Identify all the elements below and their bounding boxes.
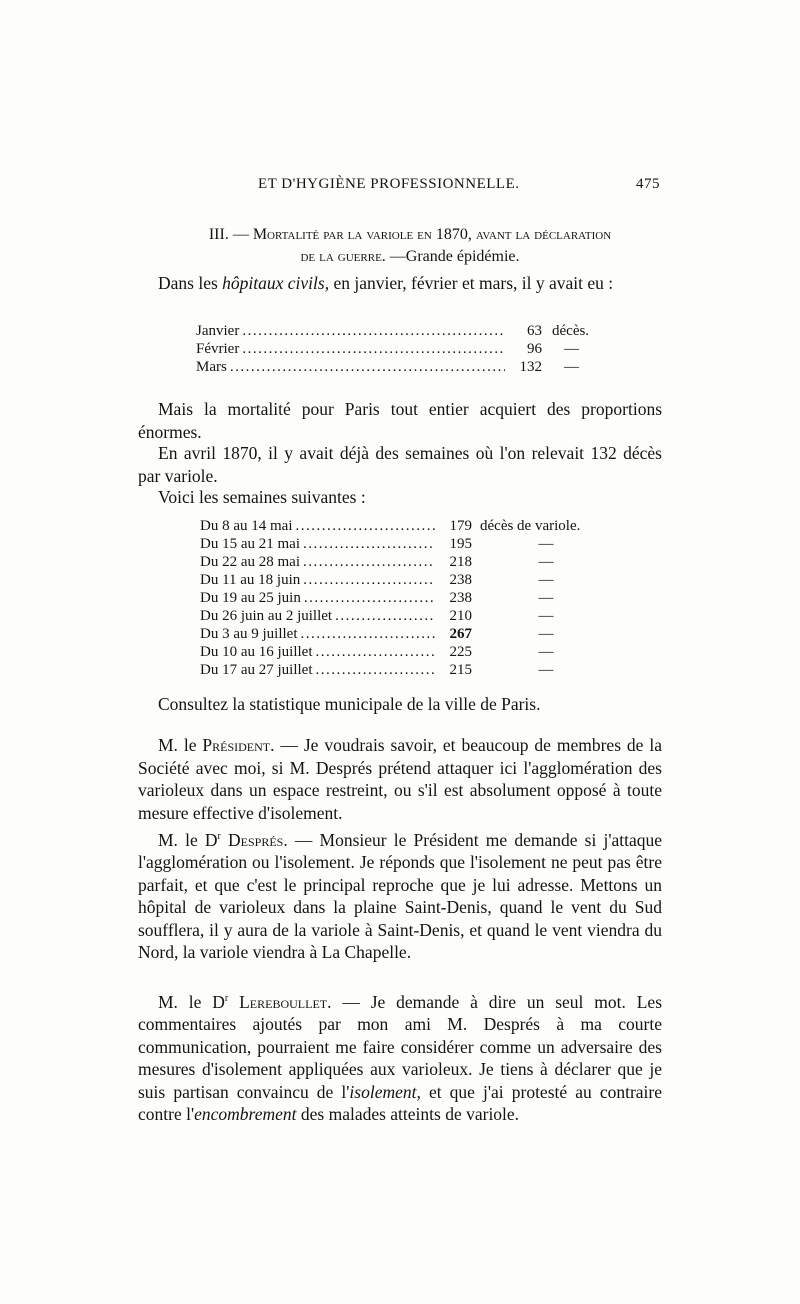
list-item: Du 26 juin au 2 juillet ..... 210 — xyxy=(200,607,612,625)
leader-dots xyxy=(303,571,435,589)
leader-dots xyxy=(316,643,436,661)
list-item: Du 8 au 14 mai ..... 179 décès de variole. xyxy=(200,517,612,535)
intro-paragraph: Dans les hôpitaux civils, en janvier, février et mars, il y avait eu : xyxy=(158,273,614,293)
leader-dots xyxy=(303,553,435,571)
page-number: 475 xyxy=(636,176,660,192)
list-item: Du 10 au 16 juillet ..... 225 — xyxy=(200,643,612,661)
paragraph-president: M. le Président. — Je voudrais savoir, et beaucoup de membres de la Société avec moi, si M. Després prétend attaquer ici l'agglomération des varioleux dans un espace restreint, ou s'il est absolument opposé à toute mesure effective d'isolement. xyxy=(138,735,662,823)
list-item: Du 15 au 21 mai ..... 195 — xyxy=(200,535,612,553)
list-item: Du 17 au 27 juillet ..... 215 — xyxy=(200,661,612,679)
leader-dots xyxy=(230,358,505,376)
list-item: Janvier ..... 63 décès. xyxy=(196,322,616,340)
list-item: Février ..... 96 — xyxy=(196,340,616,358)
running-title: ET D'HYGIÈNE PROFESSIONNELLE. xyxy=(258,176,520,192)
section-heading-line-2: de la guerre. —Grande épidémie. xyxy=(300,248,520,265)
paragraph-mortality: Mais la mortalité pour Paris tout entier acquiert des proportions énormes. xyxy=(138,399,662,442)
leader-dots xyxy=(304,589,435,607)
list-item: Du 3 au 9 juillet ..... 267 — xyxy=(200,625,612,643)
leader-dots xyxy=(335,607,435,625)
weekly-deaths-list xyxy=(200,517,612,679)
paragraph-april: En avril 1870, il y avait déjà des semaines où l'on relevait 132 décès par variole. xyxy=(138,443,662,486)
leader-dots xyxy=(301,625,436,643)
leader-dots xyxy=(242,322,505,340)
leader-dots xyxy=(303,535,435,553)
list-item: Du 11 au 18 juin ..... 238 — xyxy=(200,571,612,589)
paragraph-weeks-intro: Voici les semaines suivantes : xyxy=(158,487,366,507)
leader-dots xyxy=(242,340,505,358)
paragraph-consult: Consultez la statistique municipale de la ville de Paris. xyxy=(158,694,541,714)
list-item: Mars ..... 132 — xyxy=(196,358,616,376)
section-heading xyxy=(160,224,660,268)
section-heading-line-1: III. — Mortalité par la variole en 1870, avant la déclaration xyxy=(208,226,612,243)
paragraph-despres: M. le $D^r$ Després. — Monsieur le Président me demande si j'attaque l'agglomération ou l'isolement. Je réponds que l'isolement ne peut pas être parfait, et que c'est le principal reproche que je lui adresse. Mettons un hôpital de varioleux dans la plaine Saint-Denis, quand le vent du Sud soufflera, il y aura de la variole à Saint-Denis, et quand le vent viendra du Nord, la variole viendra à La Chapelle. xyxy=(138,829,663,963)
leader-dots xyxy=(295,517,435,535)
list-item: Du 22 au 28 mai ..... 218 — xyxy=(200,553,612,571)
paragraph-lereboullet: M. le $D^r$ Lereboullet. — Je demande à dire un seul mot. Les commentaires ajoutés par mon ami M. Després à ma courte communication, pourraient me faire considérer comme un adversaire des mesures d'isolement appliquées aux varioleux. Je tiens à déclarer que je suis partisan convaincu de l'isolement, et que j'ai protesté au contraire contre l'encombrement des malades atteints de variole. xyxy=(138,991,663,1125)
running-header xyxy=(160,176,660,200)
leader-dots xyxy=(316,661,436,679)
monthly-deaths-list xyxy=(196,322,616,376)
list-item: Du 19 au 25 juin ..... 238 — xyxy=(200,589,612,607)
